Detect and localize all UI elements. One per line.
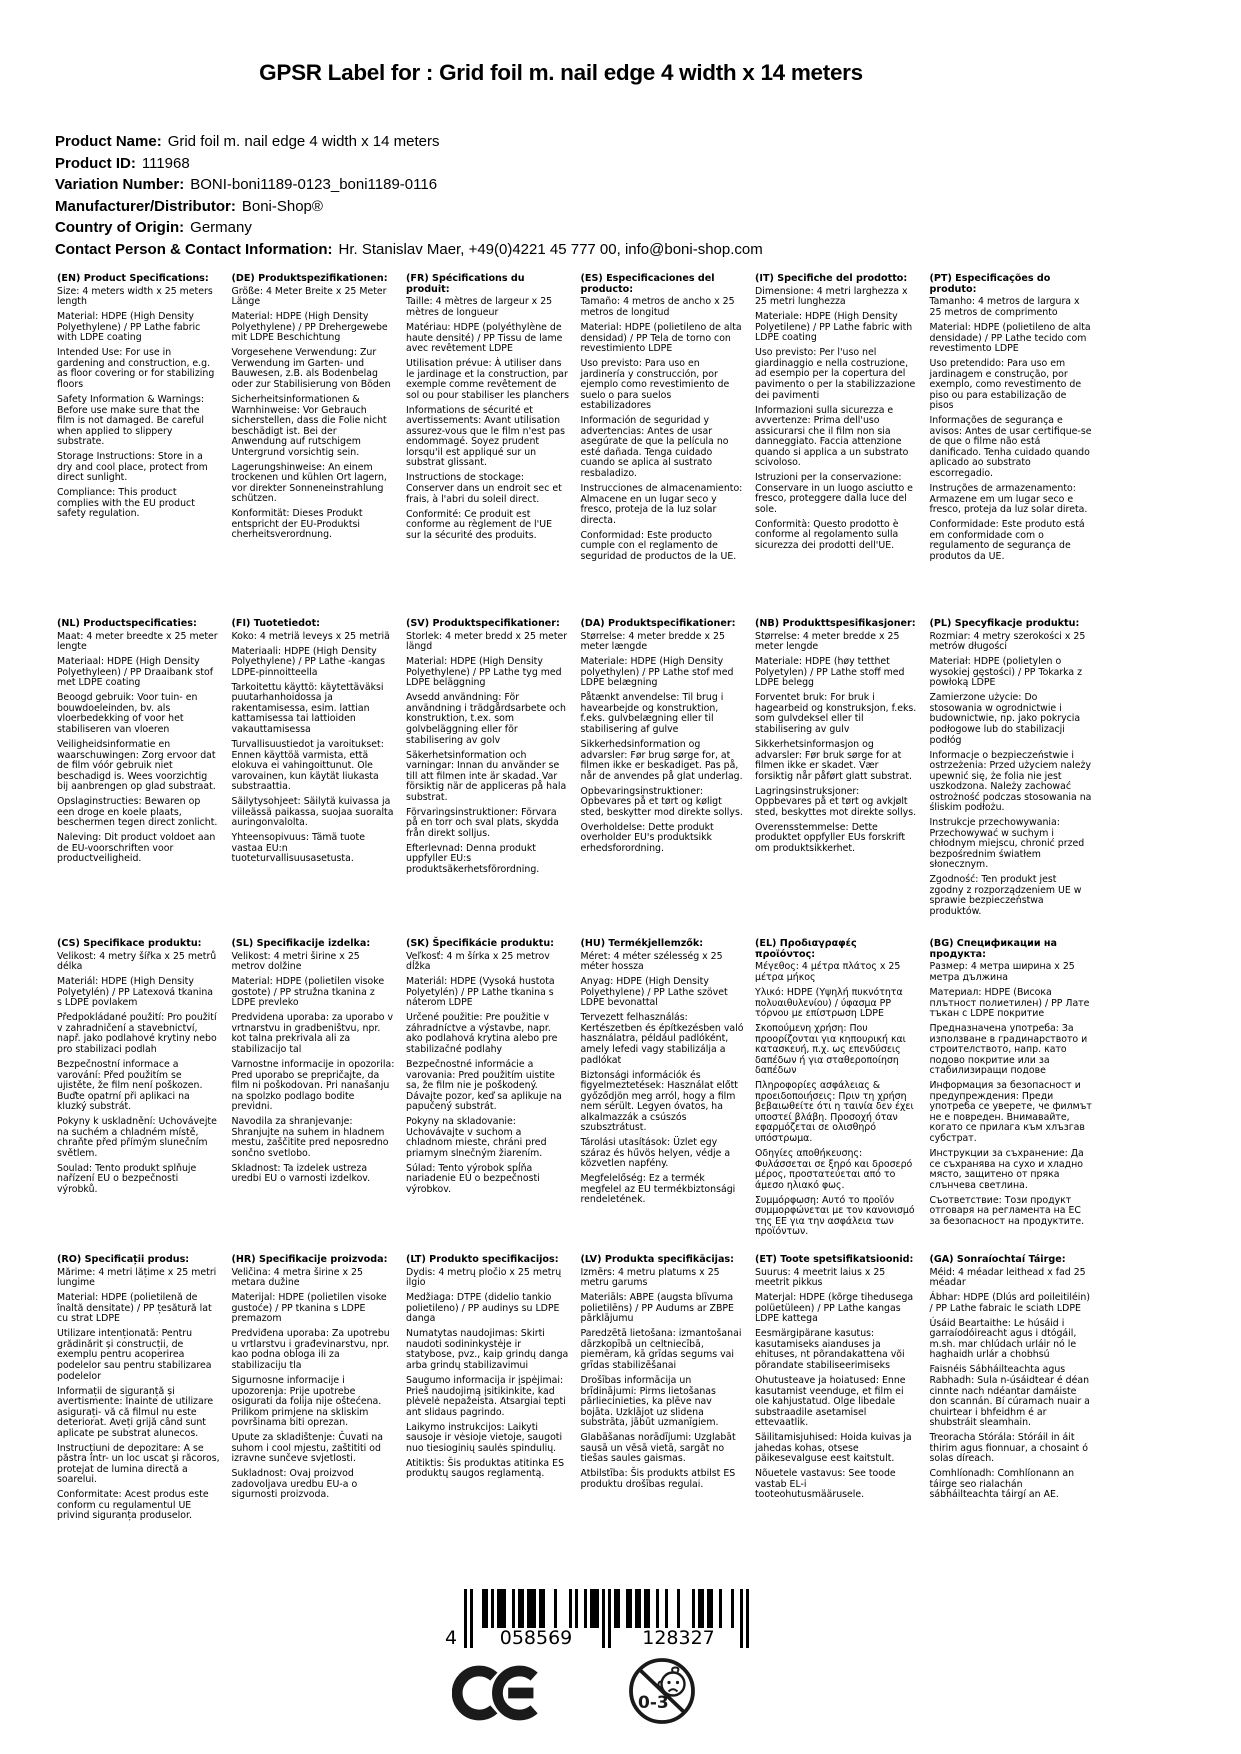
spec-paragraph: Informations de sécurité et avertissements: Avant utilisation assurez-vous que le film n'est pas endommagé. Soyez prudent lorsqu'il est appliqué sur un substrat glissant. <box>406 404 566 469</box>
spec-paragraph: Μέγεθος: 4 μέτρα πλάτος x 25 μέτρα μήκος <box>755 961 901 983</box>
spec-heading: (LT) Produkto specifikacijos: <box>406 1254 559 1265</box>
spec-paragraph: Laikymo instrukcijos: Laikyti sausoje ir vėsioje vietoje, saugoti nuo tiesioginių saulės spindulių. <box>406 1421 563 1454</box>
spec-paragraph: Материал: HDPE (Висока плътност полиетилен) / PP Лате тъкан с LDPE покритие <box>929 987 1090 1020</box>
spec-paragraph: Matériau: HDPE (polyéthylène de haute densité) / PP Tissu de lame avec revêtement LDPE <box>406 322 563 355</box>
spec-paragraph: Istruzioni per la conservazione: Conservare in un luogo asciutto e fresco, proteggere dalla luce del sole. <box>755 472 913 515</box>
spec-block-et <box>755 1255 918 1526</box>
spec-paragraph: Størrelse: 4 meter bredde x 25 meter længde <box>580 630 725 653</box>
spec-block-en <box>57 274 220 619</box>
spec-paragraph: Informații de siguranță și avertismente: Înainte de utilizare asigurați- vă că filmul nu este deteriorat. Aveți grijă când sunt aplicate pe substrat alunecos. <box>57 1385 214 1439</box>
spec-paragraph: Ohutusteave ja hoiatused: Enne kasutamist veenduge, et film ei ole kahjustatud. Olge libedale substraadile asetamisel ettevaatlik. <box>755 1375 906 1429</box>
spec-heading: (RO) Specificații produs: <box>57 1254 190 1265</box>
spec-paragraph: Materiaali: HDPE (High Density Polyethylene) / PP Lathe -kangas LDPE-pinnoitteella <box>231 645 386 678</box>
spec-heading: (ET) Toote spetsifikatsioonid: <box>755 1254 914 1265</box>
spec-paragraph: Предназначена употреба: За използване в градинарството и строителството, напр. като подово покритие или за стабилизиращи подове <box>929 1023 1088 1077</box>
spec-paragraph: Súlad: Tento výrobok spĺňa nariadenie EÚ o bezpečnosti výrobkov. <box>406 1162 540 1195</box>
product-info-label: Country of Origin: <box>55 219 185 237</box>
age-warning-label: 0-3 <box>638 1693 669 1713</box>
spec-paragraph: Veľkosť: 4 m šírka x 25 metrov dĺžka <box>406 950 550 973</box>
barcode-left-digits: 058569 <box>499 1627 573 1649</box>
spec-paragraph: Materiál: HDPE (Vysoká hustota Polyetylén) / PP Lathe tkanina s náterom LDPE <box>406 976 555 1009</box>
spec-block-nl <box>57 619 220 939</box>
spec-paragraph: Material: HDPE (polietileno de alta densidade) / PP Lathe tecido com revestimento LDPE <box>929 322 1091 355</box>
spec-paragraph: Säkerhetsinformation och varningar: Innan du använder se till att filmen inte är skadad. Var försiktig när de appliceras på hala substrat. <box>406 749 567 803</box>
product-info-line <box>55 153 763 175</box>
spec-paragraph: Méid: 4 méadar leithead x fad 25 méadar <box>929 1266 1086 1289</box>
spec-heading: (IT) Specifiche del prodotto: <box>755 273 908 284</box>
product-info-label: Product Name: <box>55 133 162 150</box>
spec-block-de <box>232 274 395 619</box>
spec-paragraph: Material: HDPE (High Density Polyethylene) / PP Drehergewebe mit LDPE Beschichtung <box>231 311 388 344</box>
spec-heading: (GA) Sonraíochtaí Táirge: <box>929 1254 1066 1265</box>
spec-paragraph: Paredzētā lietošana: izmantošanai dārzkopībā un celtniecībā, piemēram, kā grīdas segums vai grīdas stabilizēšanai <box>580 1328 742 1371</box>
spec-paragraph: Atbilstība: Šis produkts atbilst ES produktu drošības regulai. <box>580 1468 736 1490</box>
barcode-right-digits: 128327 <box>642 1627 715 1649</box>
spec-paragraph: Size: 4 meters width x 25 meters length <box>57 285 213 308</box>
spec-paragraph: Uso previsto: Per l'uso nel giardinaggio e nella costruzione, ad esempio per la copertura del pavimento o per la stabilizzazione dei pavimenti <box>755 347 916 401</box>
spec-paragraph: Atitiktis: Šis produktas atitinka ES produktų saugos reglamentą. <box>406 1457 565 1480</box>
spec-block-hu <box>581 939 744 1255</box>
spec-paragraph: Megfelelőség: Ez a termék megfelel az EU termékbiztonsági rendeletének. <box>580 1173 736 1206</box>
product-info-label: Product ID: <box>55 154 136 172</box>
spec-paragraph: Instructions de stockage: Conserver dans un endroit sec et frais, à l'abri du soleil direct. <box>406 472 562 505</box>
spec-paragraph: Navodila za shranjevanje: Shranjujte na suhem in hladnem mestu, zaščitite pred neposredno sončno svetlobo. <box>231 1116 389 1159</box>
spec-paragraph: Tamanho: 4 metros de largura x 25 metros de comprimento <box>929 296 1080 318</box>
spec-paragraph: Συμμόρφωση: Αυτό το προϊόν συμμορφώνεται με τον κανονισμό της ΕΕ για την ασφάλεια των προϊόντων. <box>755 1194 915 1238</box>
spec-paragraph: Sikkerhedsinformation og advarsler: Før brug sørge for, at filmen ikke er beskadiget. Pas på, når de anvendes på glat underlag. <box>580 739 743 782</box>
spec-paragraph: Avsedd användning: För användning i trädgårdsarbete och konstruktion, t.ex. som golvbeläggning eller för stabilisering av golv <box>406 692 566 746</box>
product-info-line <box>55 196 763 218</box>
ean-barcode <box>438 1589 758 1657</box>
spec-paragraph: Información de seguridad y advertencias: Antes de usar asegúrate de que la película no esté dañada. Tenga cuidado cuando se aplica al sustrato resbaladizo. <box>580 415 729 479</box>
spec-heading: (CS) Specifikace produktu: <box>57 938 202 949</box>
spec-paragraph: Compliance: This product complies with the EU product safety regulation. <box>57 487 195 520</box>
spec-paragraph: Overensstemmelse: Dette produktet oppfyller EUs forskrift om produktsikkerhet. <box>755 821 906 854</box>
product-info-value: Grid foil m. nail edge 4 width x 14 meters <box>167 133 440 150</box>
spec-paragraph: Izmērs: 4 metru platums x 25 metru garums <box>580 1266 720 1289</box>
spec-heading: (SK) Špecifikácie produktu: <box>406 938 555 949</box>
spec-heading: (DA) Produktspecifikationer: <box>580 618 736 629</box>
spec-paragraph: Instrucciones de almacenamiento: Almacene en un lugar seco y fresco, proteja de la luz solar directa. <box>580 482 743 526</box>
spec-paragraph: Instruções de armazenamento: Armazene em um lugar seco e fresco, proteja da luz solar direta. <box>929 482 1088 516</box>
spec-paragraph: Předpokládané použití: Pro použití v zahradničení a stavebnictví, např. jako podlahové krytiny nebo pro stabilizaci podlah <box>57 1012 217 1055</box>
spec-paragraph: Conformitate: Acest produs este conform cu regulamentul UE privind siguranța produselor. <box>57 1489 209 1522</box>
product-info-line <box>55 239 763 261</box>
spec-block-pt <box>930 274 1093 619</box>
spec-paragraph: Sikkerhetsinformasjon og advarsler: Før bruk sørge for at filmen ikke er skadet. Vær forsiktig når påført glatt substrat. <box>755 739 913 782</box>
spec-block-hr <box>232 1255 395 1526</box>
spec-paragraph: Maat: 4 meter breedte x 25 meter lengte <box>57 630 218 653</box>
barcode-prefix-digit: 4 <box>445 1627 458 1649</box>
spec-paragraph: Informazioni sulla sicurezza e avvertenze: Prima dell'uso assicurarsi che il film non sia danneggiato. Faccia attenzione quando si applica a un substrato scivoloso. <box>755 404 909 469</box>
spec-paragraph: Anyag: HDPE (High Density Polyethylene) / PP Lathe szövet LDPE bevonattal <box>580 976 728 1009</box>
spec-paragraph: Tarkoitettu käyttö: käytettäväksi puutarhanhoidossa ja rakentamisessa, esim. lattian kattamisessa tai lattioiden vakauttamisessa <box>231 681 384 735</box>
spec-paragraph: Naleving: Dit product voldoet aan de EU-voorschriften voor productveiligheid. <box>57 832 216 865</box>
product-info-value: Germany <box>190 219 252 237</box>
product-info-value: 111968 <box>141 154 190 172</box>
spec-heading: (SL) Specifikacije izdelka: <box>231 938 371 949</box>
spec-block-cs <box>57 939 220 1255</box>
spec-heading: (PL) Specyfikacje produktu: <box>929 618 1080 629</box>
spec-paragraph: Turvallisuustiedot ja varoitukset: Ennen käyttöä varmista, että elokuva ei vahingoittunut. Ole varovainen, kun käytät liukasta substraattia. <box>231 739 384 793</box>
spec-paragraph: Material: HDPE (polietileno de alta densidad) / PP Tela de torno con revestimiento LDPE <box>580 322 742 355</box>
spec-paragraph: Overholdelse: Dette produkt overholder EU's produktsikk erhedsforordning. <box>580 821 714 854</box>
spec-heading: (FI) Tuotetiedot: <box>231 618 320 629</box>
spec-paragraph: Οδηγίες αποθήκευσης: Φυλάσσεται σε ξηρό και δροσερό μέρος, προστατεύεται από το άμεσο ηλιακό φως. <box>755 1147 913 1191</box>
product-info-value: BONI-boni1189-0123_boni1189-0116 <box>190 176 438 194</box>
spec-paragraph: Υλικό: HDPE (Υψηλή πυκνότητα πολυαιθυλενίου) / ύφασμα PP τόρνου με επίστρωση LDPE <box>755 987 903 1020</box>
spec-paragraph: Instrukcje przechowywania: Przechowywać w suchym i chłodnym miejscu, chronić przed bezpośrednim światłem słonecznym. <box>929 817 1085 871</box>
spec-paragraph: Инструкции за съхранение: Да се съхранява на сухо и хладно място, защитено от пряка слънчева светлина. <box>929 1147 1084 1191</box>
product-info-value: Hr. Stanislav Maer, +49(0)4221 45 777 00, info@boni-shop.com <box>338 240 763 258</box>
spec-paragraph: Biztonsági információk és figyelmeztetések: Használat előtt győződjön meg arról, hogy a film nem sérült. Legyen óvatos, ha alkalmazzák a csúszós szubsztrátust. <box>580 1069 738 1134</box>
spec-paragraph: Varnostne informacije in opozorila: Pred uporabo se prepričajte, da film ni poškodovan. Pri nanašanju na spolzko podlago bodite previdni. <box>231 1059 395 1113</box>
spec-paragraph: Medžiaga: DTPE (didelio tankio polietileno) / PP audinys su LDPE danga <box>406 1292 560 1325</box>
spec-block-sk <box>406 939 569 1255</box>
spec-paragraph: Určené použitie: Pre použitie v záhradníctve a výstavbe, napr. ako podlahová krytina alebo pre stabilizačné podlahy <box>406 1012 558 1055</box>
spec-paragraph: Materiale: HDPE (High Density polyethylen) / PP Lathe stof med LDPE belægning <box>580 656 734 689</box>
spec-paragraph: Информация за безопасност и предупреждения: Преди употреба се уверете, че филмът не е повреден. Внимавайте, когато се прилага към хлъзгав субстрат. <box>929 1080 1092 1144</box>
spec-paragraph: Materiaal: HDPE (High Density Polyethyleen) / PP Draaibank stof met LDPE coating <box>57 656 214 689</box>
spec-block-nb <box>755 619 918 939</box>
product-info <box>55 131 763 261</box>
spec-paragraph: Zgodność: Ten produkt jest zgodny z rozporządzeniem UE w sprawie bezpieczeństwa produktów. <box>929 874 1082 917</box>
spec-paragraph: Veličina: 4 metra širine x 25 metara dužine <box>231 1266 363 1289</box>
spec-paragraph: Upute za skladištenje: Čuvati na suhom i cool mjestu, zaštititi od izravne sunčeve svjetlosti. <box>231 1432 384 1465</box>
spec-paragraph: Beoogd gebruik: Voor tuin- en bouwdoeleinden, bv. als vloerbedekking of voor het stabiliseren van vloeren <box>57 692 198 735</box>
spec-paragraph: Materiāls: ABPE (augsta blīvuma polietilēns) / PP Audums ar ZBPE pārklājumu <box>580 1292 734 1325</box>
spec-heading: (HU) Termékjellemzők: <box>580 938 704 949</box>
spec-paragraph: Storage Instructions: Store in a dry and cool place, protect from direct sunlight. <box>57 451 208 484</box>
spec-heading: (NL) Productspecificaties: <box>57 618 197 629</box>
spec-paragraph: Velikost: 4 metri širine x 25 metrov dolžine <box>231 950 360 973</box>
spec-block-it <box>755 274 918 619</box>
spec-paragraph: Opslaginstructies: Bewaren op een droge en koele plaats, beschermen tegen direct zonlicht. <box>57 796 218 829</box>
spec-paragraph: Taille: 4 mètres de largeur x 25 mètres de longueur <box>406 296 553 318</box>
spec-paragraph: Uso previsto: Para uso en jardinería y construcción, por ejemplo como revestimiento de suelo o para suelos estabilizadores <box>580 358 730 412</box>
spec-paragraph: Conformità: Questo prodotto è conforme al regolamento sulla sicurezza dei prodotti dell'UE. <box>755 518 899 551</box>
spec-grid <box>57 274 1093 1526</box>
spec-paragraph: Zamierzone użycie: Do stosowania w ogrodnictwie i budownictwie, np. jako pokrycia podłogowe lub do stabilizacji podłóg <box>929 692 1081 746</box>
spec-paragraph: Predviđena uporaba: Za upotrebu u vrtlarstvu i građevinarstvu, npr. kao podna obloga ili za stabilizaciju tla <box>231 1328 390 1371</box>
spec-paragraph: Materjal: HDPE (kõrge tihedusega polüetüleen) / PP Lathe kangas LDPE kattega <box>755 1292 914 1325</box>
spec-paragraph: Utilisation prévue: À utiliser dans le jardinage et la construction, par exemple comme revêtement de sol ou pour stabiliser les planchers <box>406 358 569 401</box>
spec-paragraph: Faisnéis Sábháilteachta agus Rabhadh: Sula n-úsáidtear é déan cinnte nach ndéantar damáiste don scannán. Bí cúramach nuair a chuirtear i bhfeidhm é ar shubstráit sleamhain. <box>929 1364 1090 1429</box>
spec-paragraph: Materiale: HDPE (høy tetthet Polyetylen) / PP Lathe stoff med LDPE belegg <box>755 656 905 689</box>
spec-paragraph: Material: HDPE (polietilen visoke gostote) / PP stružna tkanina z LDPE prevleko <box>231 976 385 1009</box>
spec-paragraph: Forventet bruk: For bruk i hagearbeid og konstruksjon, f.eks. som gulvdeksel eller til stabilisering av gulv <box>755 692 917 735</box>
product-info-label: Manufacturer/Distributor: <box>55 197 236 215</box>
spec-paragraph: Sukladnost: Ovaj proizvod zadovoljava uredbu EU-a o sigurnosti proizvoda. <box>231 1468 358 1501</box>
spec-paragraph: Suurus: 4 meetrit laius x 25 meetrit pikkus <box>755 1266 886 1289</box>
spec-paragraph: Koko: 4 metriä leveys x 25 metriä <box>231 630 390 642</box>
spec-paragraph: Storlek: 4 meter bredd x 25 meter längd <box>406 630 568 653</box>
page-title: GPSR Label for : Grid foil m. nail edge 4 width x 14 meters <box>259 60 863 85</box>
spec-heading: (DE) Produktspezifikationen: <box>231 273 388 284</box>
spec-paragraph: Conformidad: Este producto cumple con el reglamento de seguridad de productos de la UE. <box>580 529 737 562</box>
spec-paragraph: Tamaño: 4 metros de ancho x 25 metros de longitud <box>580 296 735 318</box>
spec-paragraph: Saugumo informacija ir įspėjimai: Prieš naudojimą įsitikinkite, kad plėvelė nepažeista. Atsargiai tepti ant slidaus pagrindo. <box>406 1375 566 1418</box>
spec-heading: (PT) Especificações do produto: <box>929 273 1051 295</box>
spec-heading: (LV) Produkta specifikācijas: <box>580 1254 734 1265</box>
spec-paragraph: Sicherheitsinformationen & Warnhinweise: Vor Gebrauch sicherstellen, dass die Folie nicht beschädigt ist. Bei der Anwendung auf rutschigem Untergrund vorsichtig sein. <box>231 394 387 458</box>
spec-block-bg <box>930 939 1093 1255</box>
spec-paragraph: Veiligheidsinformatie en waarschuwingen: Zorg ervoor dat de film vóór gebruik niet beschadigd is. Wees voorzichtig bij aanbrengen op glad substraat. <box>57 739 216 793</box>
spec-paragraph: Comhlíonadh: Comhlíonann an táirge seo rialachán sábháilteachta táirgí an AE. <box>929 1468 1075 1501</box>
spec-paragraph: Säilitamisjuhised: Hoida kuivas ja jahedas kohas, otsese päikesevalguse eest kaitstult. <box>755 1432 912 1465</box>
spec-paragraph: Pokyny k uskladnění: Uchovávejte na suchém a chladném místě, chraňte před přímým slunečním světlem. <box>57 1116 217 1159</box>
spec-paragraph: Dydis: 4 metrų pločio x 25 metrų ilgio <box>406 1266 562 1289</box>
spec-paragraph: Tervezett felhasználás: Kertészetben és építkezésben való használatra, például padlóként, amely lefedi vagy stabilizálja a padlókat <box>580 1012 744 1066</box>
spec-paragraph: Materijal: HDPE (polietilen visoke gustoće) / PP tkanina s LDPE premazom <box>231 1292 387 1325</box>
spec-paragraph: Intended Use: For use in gardening and construction, e.g. as floor covering or for stabilizing floors <box>57 347 215 390</box>
product-info-line <box>55 131 763 153</box>
spec-paragraph: Glabāšanas norādījumi: Uzglabāt sausā un vēsā vietā, sargāt no tiešas saules gaismas. <box>580 1432 736 1465</box>
spec-block-sv <box>406 619 569 939</box>
spec-paragraph: Conformité: Ce produit est conforme au règlement de l'UE sur la sécurité des produits. <box>406 508 553 541</box>
product-info-line <box>55 217 763 239</box>
spec-paragraph: Dimensione: 4 metri larghezza x 25 metri lunghezza <box>755 285 908 308</box>
spec-paragraph: Eesmärgipärane kasutus: kasutamiseks aianduses ja ehituses, nt põrandakattena või põrandate stabiliseerimiseks <box>755 1328 905 1371</box>
spec-paragraph: Mărime: 4 metri lățime x 25 metri lungime <box>57 1266 217 1289</box>
spec-paragraph: Bezpečnostní informace a varování: Před použitím se ujistěte, že film není poškozen. Buďte opatrní při aplikaci na kluzký substrát. <box>57 1059 203 1113</box>
spec-block-lv <box>581 1255 744 1526</box>
product-info-label: Contact Person & Contact Information: <box>55 240 333 258</box>
spec-paragraph: Nõuetele vastavus: See toode vastab EL-i tooteohutusmäärusele. <box>755 1468 896 1501</box>
spec-paragraph: Skladnost: Ta izdelek ustreza uredbi EU o varnosti izdelkov. <box>231 1162 371 1185</box>
spec-heading: (BG) Спецификации на продукта: <box>929 938 1058 960</box>
spec-paragraph: Bezpečnostné informácie a varovania: Pred použitím uistite sa, že film nie je poškodený. Dávajte pozor, keď sa aplikuje na papučený substrát. <box>406 1059 562 1113</box>
product-info-line <box>55 174 763 196</box>
spec-block-el <box>755 939 918 1255</box>
spec-paragraph: Sigurnosne informacije i upozorenja: Prije upotrebe osigurati da folija nije oštećena. Prilikom primjene na skliskim površinama biti oprezan. <box>231 1375 382 1429</box>
spec-paragraph: Instrucțiuni de depozitare: A se păstra într- un loc uscat și răcoros, protejat de lumina directă a soarelui. <box>57 1442 220 1486</box>
spec-heading: (HR) Specifikacije proizvoda: <box>231 1254 388 1265</box>
spec-paragraph: Rozmiar: 4 metry szerokości x 25 metrów długości <box>929 630 1086 653</box>
spec-paragraph: Material: HDPE (polietilenă de înaltă densitate) / PP țesătură lat cu strat LDPE <box>57 1292 212 1325</box>
spec-paragraph: Размер: 4 метра ширина x 25 метра дължина <box>929 961 1075 983</box>
spec-paragraph: Materiał: HDPE (polietylen o wysokiej gęstości) / PP Tokarka z powłoką LDPE <box>929 656 1083 689</box>
spec-paragraph: Conformidade: Este produto está em conformidade com o regulamento de segurança de produtos da UE. <box>929 519 1085 562</box>
spec-heading: (FR) Spécifications du produit: <box>406 273 525 295</box>
spec-block-fi <box>232 619 395 939</box>
barcode-svg <box>438 1589 758 1653</box>
spec-paragraph: Velikost: 4 metry šířka x 25 metrů délka <box>57 950 217 973</box>
spec-paragraph: Opbevaringsinstruktioner: Opbevares på et tørt og køligt sted, beskytter mod direkte sollys. <box>580 785 743 818</box>
spec-paragraph: Yhteensopivuus: Tämä tuote vastaa EU:n tuoteturvallisuusasetusta. <box>231 832 365 865</box>
spec-paragraph: Soulad: Tento produkt splňuje nařízení EU o bezpečnosti výrobků. <box>57 1162 197 1195</box>
spec-paragraph: Förvaringsinstruktioner: Förvara på en torr och sval plats, skydda från direkt solljus. <box>406 806 559 839</box>
spec-paragraph: Πληροφορίες ασφάλειας & προειδοποιήσεις: Πριν τη χρήση βεβαιωθείτε ότι η ταινία δεν έχει υποστεί βλάβη. Προσοχή όταν εφαρμόζεται σε ολισθηρό υπόστρωμα. <box>755 1080 914 1144</box>
spec-heading: (NB) Produkttspesifikasjoner: <box>755 618 916 629</box>
spec-paragraph: Úsáid Beartaithe: Le húsáid i garraíodóireacht agus i dtógáil, m.sh. mar chlúdach urláir nó le haghaidh urlár a chobhsú <box>929 1317 1077 1361</box>
spec-paragraph: Größe: 4 Meter Breite x 25 Meter Länge <box>231 285 387 308</box>
spec-paragraph: Material: HDPE (High Density Polyethylene) / PP Lathe fabric with LDPE coating <box>57 311 201 344</box>
spec-paragraph: Lagringsinstruksjoner: Oppbevares på et tørt og avkjølt sted, beskyttes mot direkte sollys. <box>755 785 917 818</box>
spec-paragraph: Materiál: HDPE (High Density Polyetylén) / PP Latexová tkanina s LDPE povlakem <box>57 976 214 1009</box>
spec-paragraph: Drošības informācija un brīdinājumi: Pirms lietošanas pārliecinieties, ka plēve nav bojāta. Uzklājot uz slidena substrāta, jābūt uzmanīgiem. <box>580 1375 719 1429</box>
spec-block-ga <box>930 1255 1093 1526</box>
spec-heading: (SV) Produktspecifikationer: <box>406 618 560 629</box>
spec-paragraph: Σκοπούμενη χρήση: Που προορίζονται για κηπουρική και κατασκευή, π.χ. ως επενδύσεις δαπέδων ή για σταθεροποίηση δαπέδων <box>755 1023 906 1077</box>
spec-heading: (EN) Product Specifications: <box>57 273 209 284</box>
spec-paragraph: Størrelse: 4 meter bredde x 25 meter lengde <box>755 630 900 653</box>
age-warning-0-3-icon <box>626 1655 698 1731</box>
spec-paragraph: Efterlevnad: Denna produkt uppfyller EU:s produktsäkerhetsförordning. <box>406 842 540 875</box>
spec-paragraph: Säilytysohjeet: Säilytä kuivassa ja viileässä paikassa, suojaa suoralta auringonvalolta. <box>231 796 394 829</box>
ce-mark-icon <box>452 1663 540 1727</box>
spec-paragraph: Informações de segurança e avisos: Antes de usar certifique-se de que o filme não está danificado. Tenha cuidado quando aplicado ao substrato escorregadio. <box>929 415 1092 479</box>
spec-paragraph: Съответствие: Този продукт отговаря на регламента на ЕС за безопасност на продуктите. <box>929 1194 1085 1227</box>
spec-paragraph: Numatytas naudojimas: Skirti naudoti sodininkystėje ir statybose, pvz., kaip grindų danga arba grindų stabilizavimui <box>406 1328 569 1371</box>
product-info-value: Boni-Shop® <box>241 197 323 215</box>
spec-paragraph: Materiale: HDPE (High Density Polyetilene) / PP Lathe fabric with LDPE coating <box>755 311 913 344</box>
spec-block-da <box>581 619 744 939</box>
spec-heading: (ES) Especificaciones del producto: <box>580 273 715 295</box>
spec-paragraph: Méret: 4 méter szélesség x 25 méter hossza <box>580 950 723 973</box>
spec-block-lt <box>406 1255 569 1526</box>
spec-paragraph: Uso pretendido: Para uso em jardinagem e construção, por exemplo, como revestimento de piso ou para estabilização de pisos <box>929 358 1082 412</box>
spec-paragraph: Utilizare intenționată: Pentru grădinărit și construcții, de exemplu pentru acoperirea podelelor sau pentru stabilizarea podelelor <box>57 1328 212 1382</box>
spec-paragraph: Informacje o bezpieczeństwie i ostrzeżenia: Przed użyciem należy upewnić się, że folia nie jest uszkodzona. Należy zachować ostrożność podczas stosowania na śliskim podłożu. <box>929 749 1092 814</box>
spec-paragraph: Pokyny na skladovanie: Uchovávajte v suchom a chladnom mieste, chráni pred priamym slnečným žiarením. <box>406 1116 547 1159</box>
spec-block-ro <box>57 1255 220 1526</box>
spec-paragraph: Tárolási utasítások: Üzlet egy száraz és hűvös helyen, védje a közvetlen napfény. <box>580 1137 731 1170</box>
spec-paragraph: Treoracha Stórála: Stóráil in áit thirim agus fionnuar, a chosaint ó solas díreach. <box>929 1432 1088 1465</box>
spec-paragraph: Påtænkt anvendelse: Til brug i havearbejde og konstruktion, f.eks. gulvbelægning eller til stabilisering af gulve <box>580 692 724 735</box>
spec-paragraph: Vorgesehene Verwendung: Zur Verwendung im Garten- und Bauwesen, z.B. als Bodenbelag oder zur Stabilisierung von Böden <box>231 347 391 390</box>
spec-paragraph: Konformität: Dieses Produkt entspricht der EU-Produktsi cherheitsverordnung. <box>231 508 363 541</box>
spec-paragraph: Material: HDPE (High Density Polyethylene) / PP Lathe tyg med LDPE beläggning <box>406 656 562 689</box>
spec-heading: (EL) Προδιαγραφές προϊόντος: <box>755 938 857 960</box>
spec-paragraph: Safety Information & Warnings: Before use make sure that the film is not damaged. Be careful when applied to slippery substrate. <box>57 394 205 448</box>
spec-paragraph: Predvidena uporaba: za uporabo v vrtnarstvu in gradbeništvu, npr. kot talna prekrivala ali za stabilizacijo tal <box>231 1012 394 1055</box>
spec-block-es <box>581 274 744 619</box>
spec-paragraph: Lagerungshinweise: An einem trockenen und kühlen Ort lagern, vor direkter Sonneneinstrahlung schützen. <box>231 461 387 505</box>
spec-block-sl <box>232 939 395 1255</box>
spec-paragraph: Ábhar: HDPE (Dlús ard poileitiléin) / PP Lathe fabraic le sciath LDPE <box>929 1292 1090 1314</box>
spec-block-pl <box>930 619 1093 939</box>
product-info-label: Variation Number: <box>55 176 185 194</box>
spec-block-fr <box>406 274 569 619</box>
